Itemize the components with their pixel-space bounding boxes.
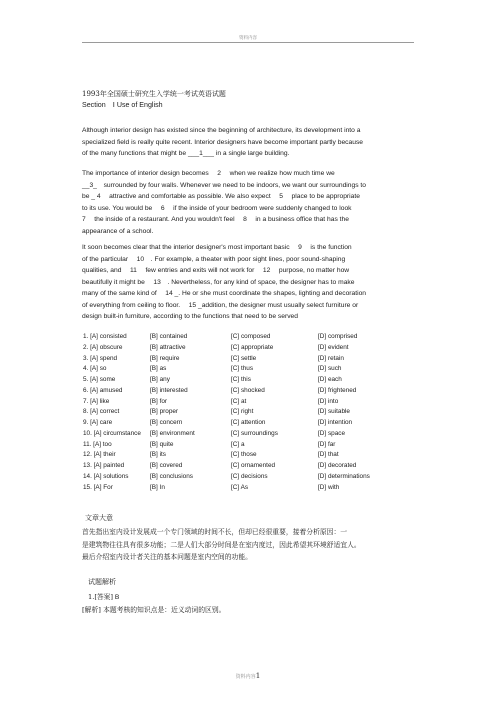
summary-line: 是建筑物往往具有很多功能；二是人们大部分时间是在室内度过，因此希望其环境舒适宜人。	[82, 540, 361, 549]
option-choice: [C] appropriate	[231, 343, 274, 351]
option-choice: 3. [A] spend	[83, 354, 118, 362]
passage-line: Although interior design has existed since the beginning of architecture, its development into a	[82, 127, 361, 134]
option-choice: [D] evident	[318, 343, 349, 351]
option-choice: [B] its	[150, 451, 166, 459]
option-row	[82, 376, 414, 387]
explanation-label: [解析]	[82, 606, 101, 614]
option-choice: [D] suitable	[318, 408, 350, 416]
option-choice: [D] such	[318, 365, 342, 373]
passage-line: of everything from ceiling to floor. 15 _addition, the designer must usually select furniture or	[82, 301, 359, 309]
option-choice: [B] attractive	[150, 343, 186, 351]
page-footer	[0, 671, 496, 680]
summary-line: 最后介绍室内设计者关注的基本问题是室内空间的功能。	[82, 553, 252, 561]
header-divider	[82, 42, 414, 43]
option-choice: [C] composed	[231, 333, 271, 340]
passage-line: to its use. You would be 6 if the inside of your bedroom were suddenly changed to look	[82, 204, 352, 212]
option-choice: 4. [A] so	[83, 365, 107, 373]
summary-text	[82, 526, 414, 564]
option-choice: [C] thus	[231, 365, 254, 373]
option-row	[82, 473, 414, 484]
option-choice: 15. [A] For	[83, 483, 113, 491]
passage-paragraph-3	[82, 242, 414, 323]
answer-options	[82, 333, 414, 494]
analysis-heading: 试题解析	[88, 578, 116, 586]
option-choice: [B] for	[150, 397, 168, 405]
option-choice: [B] quite	[150, 440, 174, 448]
option-choice: [C] shocked	[231, 386, 265, 394]
option-row	[82, 398, 414, 409]
option-choice: [D] retain	[318, 354, 344, 362]
passage-line: The importance of interior design becomes 2 when we realize how much time we	[82, 170, 335, 177]
passage-line: __3_ surrounded by four walls. Whenever we need to be indoors, we want our surroundings to	[82, 181, 367, 189]
passage-line: specialized field is really quite recent. Interior designers have become important partly because	[82, 138, 364, 146]
option-choice: 2. [A] obscure	[83, 343, 123, 351]
option-choice: [C] surroundings	[231, 429, 278, 437]
option-choice: 1. [A] consisted	[83, 333, 127, 340]
footer-text: 资料内容	[235, 674, 256, 680]
option-choice: [C] attention	[231, 419, 266, 426]
option-row	[82, 333, 414, 344]
explanation-text: 本题考核的知识点是：近义动词的区别。	[103, 606, 226, 614]
passage-line: be _ 4 attractive and comfortable as possible. We also expect 5 place to be appropriate	[82, 193, 360, 200]
option-choice: [B] require	[150, 354, 180, 362]
answer-line	[88, 591, 119, 601]
option-choice: [B] contained	[150, 333, 188, 340]
option-choice: [B] environment	[150, 429, 195, 437]
option-row	[82, 419, 414, 430]
summary-heading: 文章大意	[85, 514, 113, 522]
option-choice: [C] a	[231, 440, 245, 448]
option-choice: [B] covered	[150, 462, 183, 469]
answer-value: B	[114, 594, 120, 601]
option-choice: [B] any	[150, 376, 170, 383]
section-heading: Section Ⅰ Use of English	[82, 101, 163, 109]
option-choice: 13. [A] painted	[83, 462, 125, 469]
option-choice: [C] decisions	[231, 472, 268, 480]
option-choice: [D] decorated	[318, 462, 357, 469]
option-choice: 9. [A] care	[83, 419, 113, 426]
passage-line: qualities, and 11 few entries and exits will not work for 12 purpose, no matter how	[82, 267, 350, 274]
option-row	[82, 387, 414, 398]
answer-label: 1.[答案]	[88, 593, 113, 601]
passage-paragraph-1	[82, 125, 414, 160]
passage-paragraph-2	[82, 168, 414, 237]
option-choice: [C] right	[231, 408, 254, 416]
option-row	[82, 484, 414, 495]
option-choice: [B] conclusions	[150, 472, 193, 480]
option-choice: [D] intention	[318, 419, 353, 426]
option-choice: [B] interested	[150, 386, 188, 394]
option-choice: [D] into	[318, 397, 339, 405]
option-choice: [D] space	[318, 429, 345, 437]
passage-line: of the particular 10 . For example, a theater with poor sight lines, poor sound-shaping	[82, 255, 346, 263]
option-choice: 6. [A] amused	[83, 386, 123, 394]
option-row	[82, 441, 414, 452]
option-choice: [C] at	[231, 397, 247, 405]
option-row	[82, 451, 414, 462]
option-choice: 7. [A] like	[83, 397, 110, 405]
explanation-line	[82, 604, 225, 614]
passage-line: design built-in furniture, according to the functions that need to be served	[82, 313, 298, 320]
option-choice: 14. [A] solutions	[83, 472, 129, 480]
passage-line: many of the same kind of 14 _. He or she must coordinate the shapes, lighting and decoration	[82, 290, 367, 297]
option-choice: [C] settle	[231, 354, 257, 362]
passage-line: appearance of a school.	[82, 227, 154, 235]
option-choice: [B] as	[150, 365, 167, 373]
option-choice: [C] ornamented	[231, 462, 276, 469]
option-choice: [D] comprised	[318, 333, 358, 340]
page-header: 资料内容	[239, 36, 257, 41]
option-choice: 11. [A] too	[83, 440, 112, 448]
option-choice: [C] those	[231, 451, 257, 459]
passage-line: It soon becomes clear that the interior designer's most important basic 9 is the function	[82, 244, 352, 251]
option-choice: [D] frightened	[318, 386, 357, 394]
passage-line: beautifully it might be 13 . Nevertheless, for any kind of space, the designer has to make	[82, 278, 355, 286]
option-choice: 8. [A] correct	[83, 408, 120, 416]
option-choice: [C] this	[231, 376, 251, 383]
option-row	[82, 408, 414, 419]
passage-line: of the many functions that might be ___1___ in a single large building.	[82, 150, 290, 157]
option-choice: [B] proper	[150, 408, 179, 416]
option-choice: [D] that	[318, 451, 339, 459]
option-choice: [B] In	[150, 483, 165, 491]
option-choice: [D] far	[318, 440, 336, 448]
option-choice: [D] with	[318, 483, 340, 491]
option-choice: 12. [A] their	[83, 451, 116, 459]
option-row	[82, 430, 414, 441]
option-choice: [B] concern	[150, 419, 183, 426]
option-row	[82, 462, 414, 473]
option-choice: [D] each	[318, 376, 342, 383]
option-choice: [D] determinations	[318, 472, 370, 480]
page-number: 1	[255, 671, 261, 680]
option-choice: [C] As	[231, 483, 249, 491]
option-row	[82, 344, 414, 355]
option-choice: 10. [A] circumstance	[83, 429, 141, 437]
option-row	[82, 365, 414, 376]
passage-line: 7 the inside of a restaurant. And you wouldn't feel 8 in a business office that has the	[82, 216, 349, 223]
exam-title: 1993年全国硕士研究生入学统一考试英语试题	[82, 90, 226, 98]
option-choice: 5. [A] some	[83, 376, 116, 383]
option-row	[82, 355, 414, 366]
summary-line: 首先指出室内设计发展成一个专门领域的时间不长，但却已经很重要，接着分析原因：一	[82, 528, 348, 536]
